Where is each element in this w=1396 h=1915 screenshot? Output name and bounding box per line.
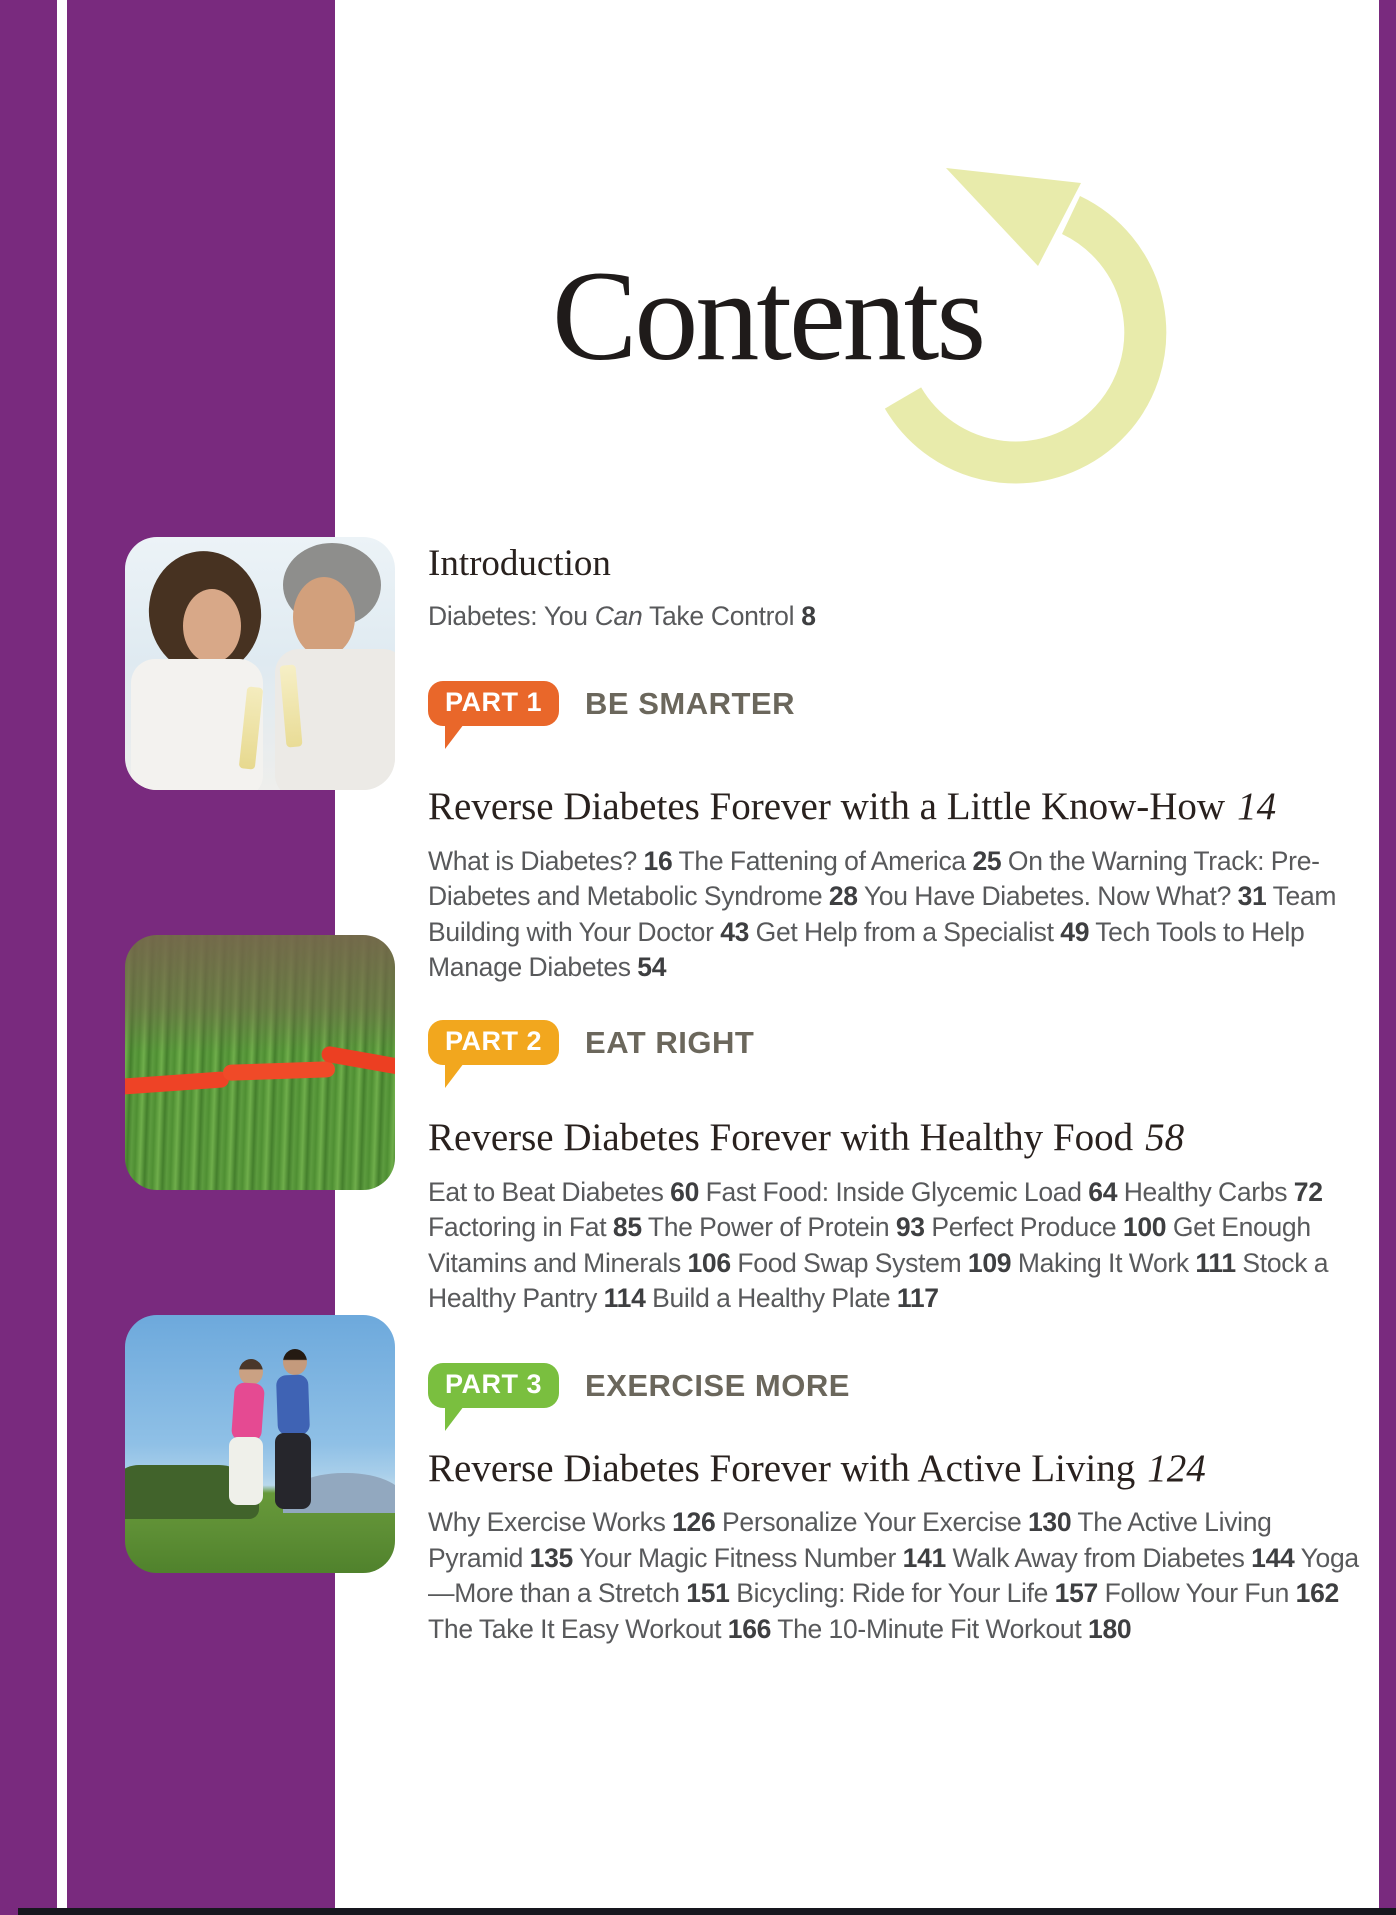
entry-page-number: 60	[670, 1176, 700, 1207]
part-tag-text: PART 2	[445, 1026, 543, 1057]
part-tag-row	[428, 680, 1368, 728]
entry-page-number: 93	[895, 1212, 925, 1243]
part-section-1	[428, 680, 1368, 986]
entry-page-number: 111	[1195, 1247, 1236, 1278]
entry-page-number: 117	[896, 1283, 939, 1314]
left-purple-strip	[0, 0, 57, 1915]
entry-page-number: 130	[1027, 1507, 1072, 1538]
entry-title: Get Help from a Specialist	[755, 916, 1061, 947]
entry-title: Eat to Beat Diabetes	[428, 1176, 671, 1207]
part-tag-text: PART 1	[445, 687, 543, 718]
entry-title: The Fattening of America	[678, 845, 973, 876]
entry-title: Follow Your Fun	[1104, 1578, 1296, 1609]
entry-page-number: 135	[529, 1542, 573, 1573]
walker-head-shape	[239, 1359, 263, 1385]
entry-title: Perfect Produce	[931, 1212, 1123, 1243]
part-section-3	[428, 1362, 1368, 1648]
entry-title: Bicycling: Ride for Your Life	[736, 1578, 1055, 1609]
part-heading-page-number: 58	[1145, 1115, 1185, 1159]
page-title: Contents	[552, 245, 984, 387]
part-tag-badge	[428, 1363, 559, 1408]
entry-title: Team Building with Your Doctor	[428, 881, 1337, 947]
part-tag-text: PART 3	[445, 1369, 543, 1400]
part-tag-badge	[428, 1020, 559, 1065]
part-tag-row	[428, 1362, 1368, 1410]
intro-entry-segment: 8	[801, 600, 816, 631]
entry-title: The 10-Minute Fit Workout	[777, 1613, 1088, 1644]
entry-page-number: 109	[967, 1247, 1012, 1278]
entry-title: Why Exercise Works	[428, 1507, 673, 1538]
speech-bubble-tail-icon	[445, 1063, 464, 1088]
parts-container	[428, 680, 1368, 1647]
entry-title: The Power of Protein	[647, 1212, 896, 1243]
entry-title: The Take It Easy Workout	[428, 1613, 728, 1644]
photo-women-walking	[125, 1315, 395, 1573]
part-entries	[428, 1175, 1368, 1317]
entry-page-number: 72	[1293, 1176, 1323, 1207]
entry-page-number: 16	[643, 845, 673, 876]
part-heading: Reverse Diabetes Forever with a Little Know-How 14	[428, 784, 1277, 828]
entry-page-number: 31	[1237, 881, 1267, 912]
entry-title: Stock a Healthy Pantry	[428, 1247, 1329, 1314]
entry-title: What is Diabetes?	[428, 845, 644, 876]
entry-title: Factoring in Fat	[428, 1212, 613, 1243]
entry-title: Healthy Carbs	[1123, 1176, 1294, 1207]
photo-asparagus-bundles	[125, 935, 395, 1190]
entry-title: The Active Living Pyramid	[428, 1507, 1272, 1573]
part-entries	[428, 844, 1368, 986]
walker-white-pants-shape	[229, 1437, 263, 1505]
entry-page-number: 64	[1088, 1176, 1118, 1207]
entry-page-number: 49	[1060, 916, 1090, 947]
entry-page-number: 180	[1088, 1613, 1132, 1644]
part-section-2	[428, 1019, 1368, 1317]
part-tag-badge	[428, 681, 559, 726]
entry-page-number: 100	[1122, 1212, 1167, 1243]
entry-title: Yoga—More than a Stretch	[428, 1542, 1359, 1609]
contents-column	[428, 543, 1368, 1647]
part-heading: Reverse Diabetes Forever with Healthy Food 58	[428, 1115, 1185, 1159]
entry-title: Walk Away from Diabetes	[952, 1542, 1252, 1573]
part-name-label: EXERCISE MORE	[585, 1367, 850, 1403]
entry-title: You Have Diabetes. Now What?	[863, 881, 1238, 912]
entry-page-number: 43	[720, 916, 750, 947]
entry-page-number: 141	[902, 1542, 946, 1573]
part-heading: Reverse Diabetes Forever with Active Living 124	[428, 1446, 1206, 1490]
woman-face-shape	[183, 589, 241, 663]
entry-title: Fast Food: Inside Glycemic Load	[705, 1176, 1089, 1207]
entry-page-number: 162	[1295, 1578, 1339, 1609]
entry-page-number: 126	[672, 1507, 716, 1538]
entry-page-number: 144	[1251, 1542, 1295, 1573]
part-tag-row	[428, 1019, 1368, 1067]
entry-title: Build a Healthy Plate	[652, 1283, 897, 1314]
entry-page-number: 25	[972, 845, 1002, 876]
entry-page-number: 85	[612, 1212, 642, 1243]
part-heading-page-number: 124	[1147, 1446, 1206, 1490]
speech-bubble-tail-icon	[445, 724, 464, 749]
intro-entry-segment: Can	[594, 600, 643, 631]
intro-entry	[428, 599, 1368, 633]
speech-bubble-tail-icon	[445, 1406, 464, 1431]
photo-couple-toasting	[125, 537, 395, 790]
entry-title: Personalize Your Exercise	[722, 1507, 1028, 1538]
part-name-label: BE SMARTER	[585, 685, 795, 721]
walker-black-pants-shape	[275, 1433, 311, 1509]
intro-heading: Introduction	[428, 543, 611, 584]
entry-title: Food Swap System	[737, 1247, 968, 1278]
entry-page-number: 114	[603, 1283, 646, 1314]
walker-pink-top-shape	[231, 1382, 265, 1442]
right-purple-strip	[1379, 0, 1396, 1915]
entry-page-number: 28	[828, 881, 858, 912]
entry-title: On the Warning Track: Pre-Diabetes and Metabolic Syndrome	[428, 845, 1320, 912]
walker-blue-top-shape	[276, 1374, 310, 1435]
entry-page-number: 166	[727, 1613, 772, 1644]
red-band-shape	[125, 1071, 229, 1095]
intro-entry-segment: Take Control	[642, 600, 802, 631]
entry-title: Tech Tools to Help Manage Diabetes	[428, 916, 1305, 983]
part-heading-page-number: 14	[1237, 784, 1277, 828]
entry-title: Your Magic Fitness Number	[579, 1542, 903, 1573]
entry-page-number: 151	[686, 1578, 730, 1609]
part-name-label: EAT RIGHT	[585, 1024, 755, 1060]
walker-head-shape	[283, 1349, 307, 1375]
man-face-shape	[293, 577, 355, 657]
entry-page-number: 157	[1054, 1578, 1098, 1609]
entry-page-number: 106	[687, 1247, 731, 1278]
part-entries	[428, 1505, 1368, 1647]
entry-title: Making It Work	[1017, 1247, 1196, 1278]
intro-entry-segment: Diabetes: You	[428, 600, 595, 631]
entry-page-number: 54	[637, 952, 667, 983]
bottom-edge-line	[18, 1908, 1396, 1915]
entry-title: Get Enough Vitamins and Minerals	[428, 1212, 1311, 1278]
red-band-shape	[223, 1061, 335, 1081]
